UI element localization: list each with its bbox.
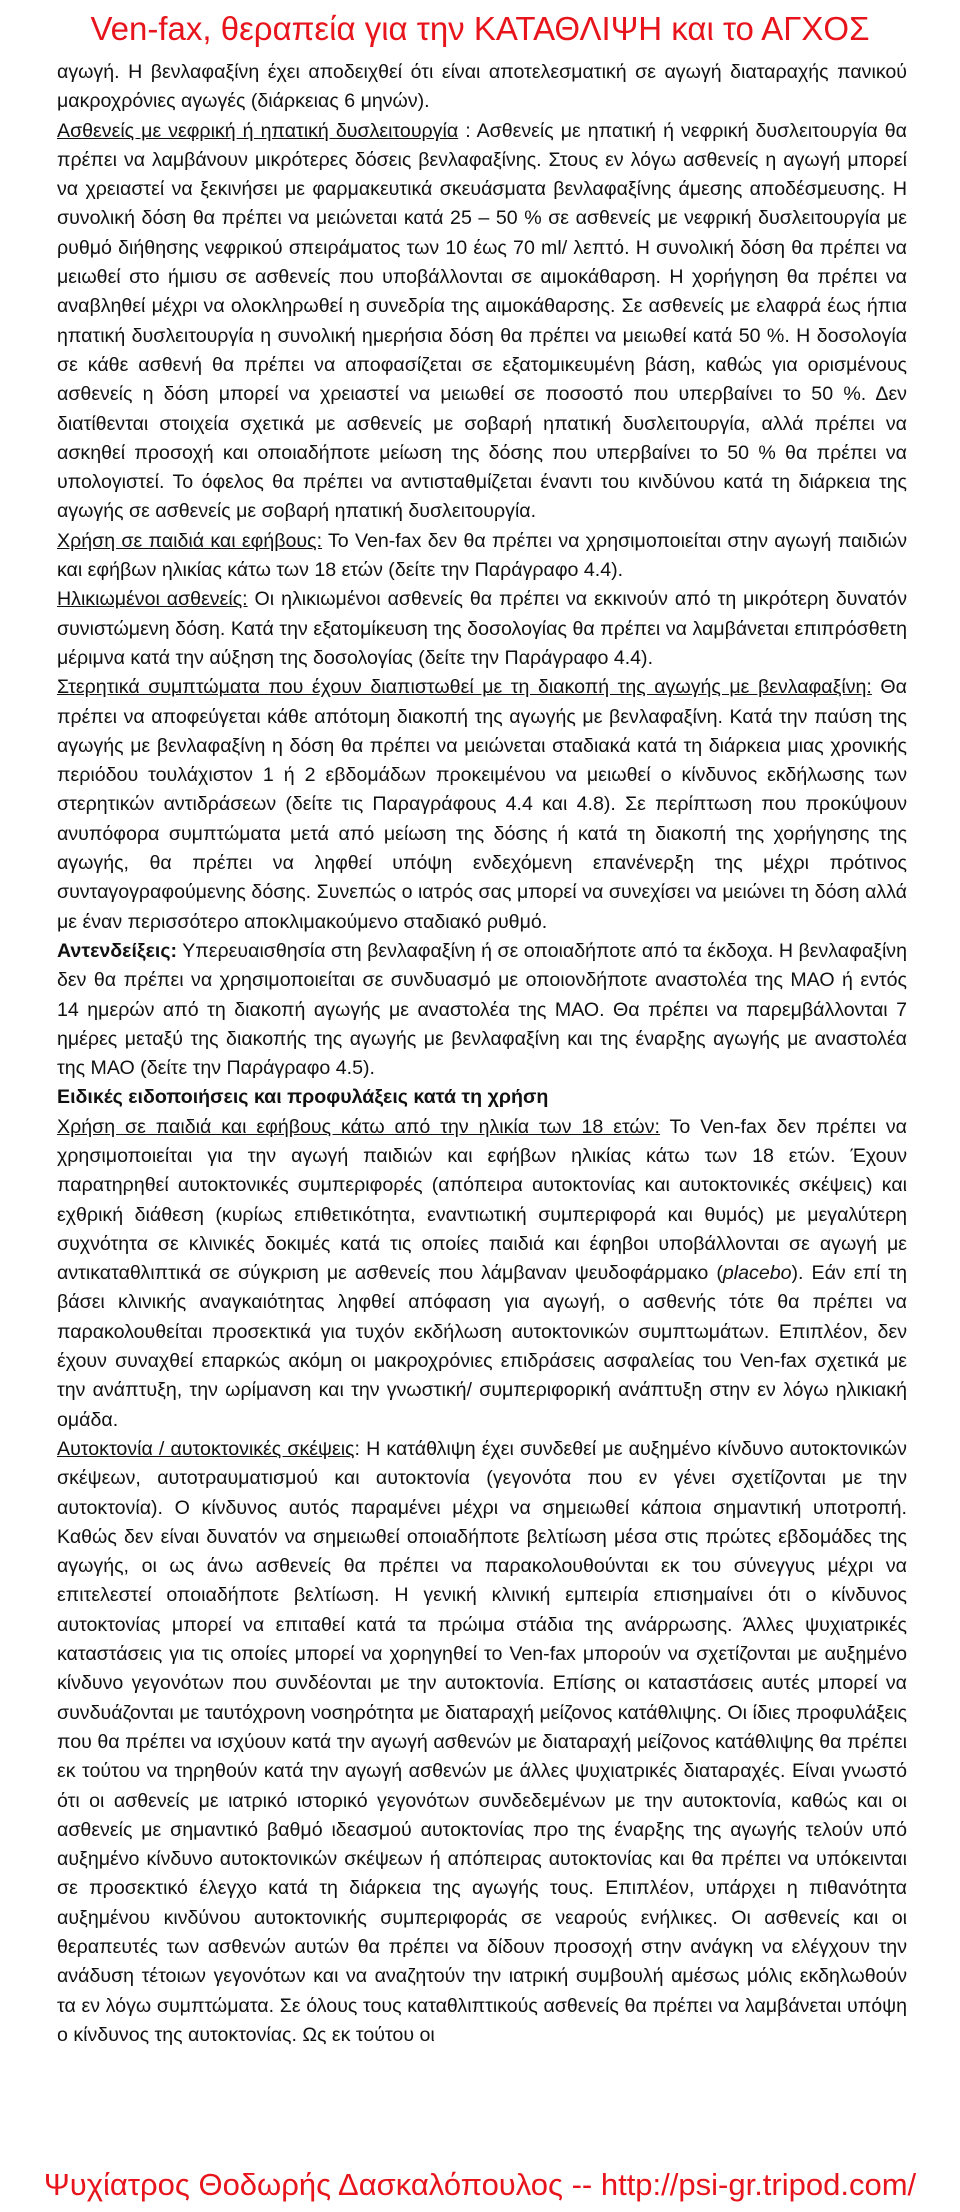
paragraph-heading: Ηλικιωμένοι ασθενείς: (57, 588, 248, 611)
paragraph-withdrawal (57, 673, 907, 937)
page-footer: Ψυχίατρος Θοδωρής Δασκαλόπουλος -- http://psi-gr.tripod.com/ (43, 2167, 917, 2202)
paragraph-suicide (57, 1435, 907, 2050)
paragraph-heading: Χρήση σε παιδιά και εφήβους κάτω από την ηλικία των 18 ετών: (57, 1115, 660, 1138)
paragraph-children-adolescents (57, 527, 907, 586)
paragraph-text: Το Ven-fax δεν θα πρέπει να χρησιμοποιείται στην αγωγή παιδιών και εφήβων ηλικίας κάτω των 18 ετών (δείτε την Παράγραφο 4.4). (57, 529, 908, 582)
page-header-title: Ven-fax, θεραπεία για την ΚΑΤΑΘΛΙΨΗ και το ΑΓΧΟΣ (90, 10, 870, 47)
paragraph-heading: Αυτοκτονία / αυτοκτονικές σκέψεις (57, 1437, 355, 1460)
paragraph-text: Οι ηλικιωμένοι ασθενείς θα πρέπει να εκκινούν από τη μικρότερη δυνατόν συνιστώμενη δόση. Κατά την εξατομίκευση της δοσολογίας θα πρέπει να λαμβάνεται επιπρόσθετη μέριμνα κατά την αύξηση της δοσολογίας (δείτε την Παράγραφο 4.4). (57, 588, 907, 669)
paragraph-elderly (57, 585, 907, 673)
paragraph-heading: Αντενδείξεις: (57, 939, 178, 962)
paragraph-under-18 (57, 1113, 907, 1435)
document-body (57, 58, 907, 2050)
paragraph-text: Δεν διατίθενται στοιχεία σχετικά με ασθενείς με σοβαρή ηπατική δυσλειτουργία, αλλά πρέπει να ασκηθεί προσοχή και οποιαδήποτε μείωση της δόσης που υπερβαίνει το 50 % θα πρέπει να υπολογιστεί. Το όφελος θα πρέπει να αντισταθμίζεται έναντι του κινδύνου κατά τη διάρκεια της αγωγής σε ασθενείς με σοβαρή ηπατική δυσλειτουργία. (57, 383, 907, 523)
paragraph-renal-hepatic (57, 117, 907, 527)
paragraph-text: ). Εάν επί τη βάσει κλινικής αναγκαιότητας ληφθεί απόφαση για αγωγή, ο ασθενής τότε θα πρέπει να παρακολουθείται προσεκτικά για τυχόν εκδήλωση αυτοκτονικών συμπτωμάτων. Επιπλέον, δεν έχουν συναχθεί επαρκώς ακόμη οι μακροχρόνιες επιδράσεις ασφαλείας του Ven-fax σχετικά με την ανάπτυξη, την ωρίμανση και την γνωστική/ συμπεριφορική ανάπτυξη στην εν λόγω ηλικιακή ομάδα. (57, 1262, 907, 1431)
paragraph-text: : Η κατάθλιψη έχει συνδεθεί με αυξημένο κίνδυνο αυτοκτονικών σκέψεων, αυτοτραυματισμού και αυτοκτονία (γεγονότα που εν γένει σχετίζονται με την αυτοκτονία). Ο κίνδυνος αυτός παραμένει μέχρι να σημειωθεί κάποια σημαντική υποτροπή. Καθώς δεν είναι δυνατόν να σημειωθεί οποιαδήποτε βελτίωση μέσα στις πρώτες εβδομάδες της αγωγής, οι ως άνω ασθενείς θα πρέπει να παρακολουθούνται εκ του σύνεγγυς μέχρι να επιτελεστεί οποιαδήποτε βελτίωση. Η γενική κλινική εμπειρία επισημαίνει ότι ο κίνδυνος αυτοκτονίας μπορεί να επιταθεί κατά τα πρώιμα στάδια της ανάρρωσης. Άλλες ψυχιατρικές καταστάσεις για τις οποίες μπορεί να χορηγηθεί το Ven-fax μπορούν να σχετίζονται με αυξημένο κίνδυνο γεγονότων που συνδέονται με την αυτοκτονία. Επίσης οι καταστάσεις αυτές μπορεί να συνδυάζονται με ταυτόχρονη νοσηρότητα με διαταραχή μείζονος κατάθλιψης. Οι ίδιες προφυλάξεις που θα πρέπει να ισχύουν κατά την αγωγή ασθενών με διαταραχή μείζονος κατάθλιψης θα πρέπει εκ τούτου να τηρηθούν κατά την αγωγή ασθενών με άλλες ψυχιατρικές διαταραχές. Είναι γνωστό ότι οι ασθενείς με ιατρικό ιστορικό γεγονότων συνδεδεμένων με την αυτοκτονία, καθώς και οι ασθενείς με σημαντικό βαθμό ιδεασμού αυτοκτονίας προ της έναρξης της αγωγής τελούν υπό αυξημένο κίνδυνο αυτοκτονικών σκέψεων ή απόπειρας αυτοκτονίας και θα πρέπει να υπόκεινται σε προσεκτικό έλεγχο κατά τη διάρκεια της αγωγής τους. Επιπλέον, υπάρχει η πιθανότητα αυξημένου κινδύνου αυτοκτονικής συμπεριφοράς σε νεαρούς ενήλικες. Οι ασθενείς και οι θεραπευτές των ασθενών αυτών θα πρέπει να δίδουν προσοχή στην ανάγκη να ελέγχουν την ανάδυση τέτοιων γεγονότων και να αναζητούν την ιατρική συμβουλή αμέσως μόλις εκδηλωθούν τα εν λόγω συμπτώματα. Σε όλους τους καταθλιπτικούς ασθενείς θα πρέπει να λαμβάνεται υπόψη ο κίνδυνος της αυτοκτονίας. Ως εκ τούτου οι (57, 1437, 907, 2046)
paragraph-heading: Ασθενείς με νεφρική ή ηπατική δυσλειτουργία (57, 119, 459, 142)
paragraph-text: Θα πρέπει να αποφεύγεται κάθε απότομη διακοπή της αγωγής με βενλαφαξίνη. Κατά την παύση της αγωγής με βενλαφαξίνη η δόση θα πρέπει να μειώνεται σταδιακά κατά τη διάρκεια μιας χρονικής περιόδου τουλάχιστον 1 ή 2 εβδομάδων προκειμένου να μειωθεί ο κίνδυνος εκδήλωσης των στερητικών αντιδράσεων (δείτε τις Παραγράφους 4.4 και 4.8). Σε περίπτωση που προκύψουν ανυπόφορα συμπτώματα μετά από μείωση της δόσης ή κατά τη διακοπή της χορήγησης της αγωγής, θα πρέπει να ληφθεί υπόψη ενδεχόμενη επανένερξη της μέχρι πρότινος συνταγογραφούμενης δόσης. Συνεπώς ο ιατρός σας μπορεί να συνεχίσει να μειώνει τη δόση αλλά με έναν περισσότερο αποκλιμακούμενο σταδιακό ρυθμό. (57, 676, 907, 933)
paragraph-text: Το Ven-fax δεν πρέπει να χρησιμοποιείται για την αγωγή παιδιών και εφήβων ηλικίας κάτω των 18 ετών. Έχουν παρατηρηθεί αυτοκτονικές συμπεριφορές (απόπειρα αυτοκτονίας και αυτοκτονικές σκέψεις) και εχθρική διάθεση (κυρίως επιθετικότητα, εναντιωτική συμπεριφορά και θυμός) με μεγαλύτερη συχνότητα σε κλινικές δοκιμές κατά τις οποίες παιδιά και έφηβοι υποβάλλονται σε αγωγή με αντικαταθλιπτικά σε σύγκριση με ασθενείς που λάμβαναν ψευδοφάρμακο ( (57, 1115, 907, 1285)
paragraph-text: Υπερευαισθησία στη βενλαφαξίνη ή σε οποιαδήποτε από τα έκδοχα. Η βενλαφαξίνη δεν θα πρέπει να χρησιμοποιείται σε συνδυασμό με οποιονδήποτε αναστολέα της ΜΑΟ ή εντός 14 ημερών από τη διακοπή αγωγής με αναστολέα της ΜΑΟ. Θα πρέπει να παρεμβάλλονται 7 ημέρες μεταξύ της διακοπής της αγωγής με βενλαφαξίνη και της έναρξης αγωγής με αναστολέα της ΜΑΟ (δείτε την Παράγραφο 4.5). (57, 939, 907, 1080)
paragraph-text: αγωγή. Η βενλαφαξίνη έχει αποδειχθεί ότι είναι αποτελεσματική σε αγωγή διαταραχής πανικού μακροχρόνιες αγωγές (διάρκειας 6 μηνών). (57, 61, 907, 113)
placebo-term: placebo (722, 1262, 792, 1285)
paragraph-intro (57, 58, 907, 117)
paragraph-heading: Στερητικά συμπτώματα που έχουν διαπιστωθεί με τη διακοπή της αγωγής με βενλαφαξίνη: (57, 676, 872, 699)
paragraph-contraindications (57, 937, 907, 1083)
paragraph-text: : Ασθενείς με ηπατική ή νεφρική δυσλειτουργία θα πρέπει να λαμβάνουν μικρότερες δόσεις βενλαφαξίνης. Στους εν λόγω ασθενείς η αγωγή μπορεί να χρειαστεί να ξεκινήσει με φαρμακευτικά σκευάσματα βενλαφαξίνης άμεσης αποδέσμευσης. Η συνολική δόση θα πρέπει να μειώνεται κατά 25 – 50 % σε ασθενείς με νεφρική δυσλειτουργία με ρυθμό διήθησης νεφρικού σπειράματος των 10 έως 70 ml/ λεπτό. Η συνολική δόση θα πρέπει να μειωθεί στο ήμισυ σε ασθενείς που υποβάλλονται σε αιμοκάθαρση. Η χορήγηση θα πρέπει να αναβληθεί μέχρι να ολοκληρωθεί η συνεδρία της αιμοκάθαρσης. Σε ασθενείς με ελαφρά έως ήπια ηπατική δυσλειτουργία η συνολική ημερήσια δόση θα πρέπει να μειωθεί κατά 50 %. Η δοσολογία σε κάθε ασθενή θα πρέπει να αποφασίζεται σε εξατομικευμένη βάση, καθώς για ορισμένους ασθενείς η δόση μπορεί να χρειαστεί να μειωθεί σε ποσοστό που υπερβαίνει το 50 %. (57, 119, 907, 406)
paragraph-heading: Χρήση σε παιδιά και εφήβους: (57, 529, 323, 552)
section-heading: Ειδικές ειδοποιήσεις και προφυλάξεις κατά τη χρήση (57, 1086, 549, 1109)
